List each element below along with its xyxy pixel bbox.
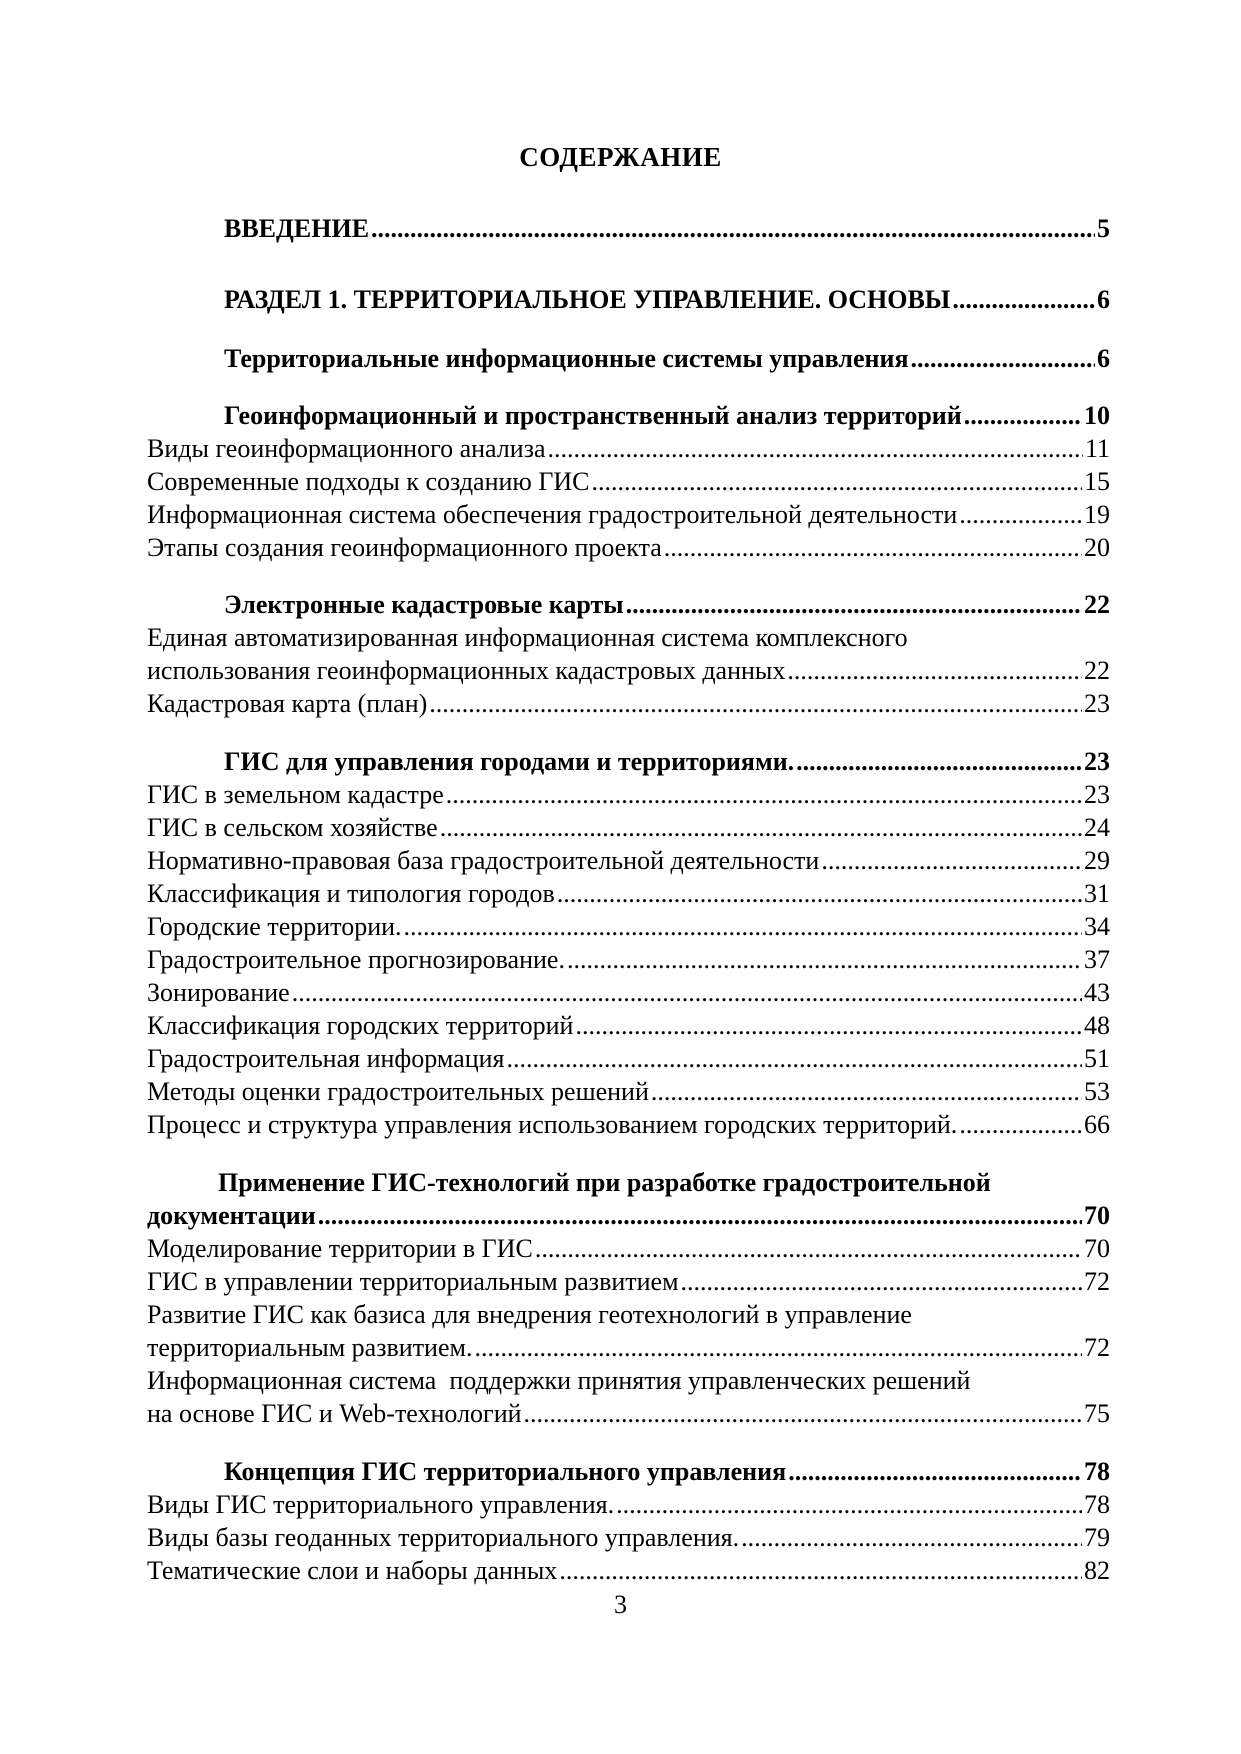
toc-entry-page: 10: [1084, 401, 1110, 430]
toc-entry: [147, 844, 1110, 877]
toc-entry-label: Градостроительная информация: [147, 1044, 505, 1073]
toc-entry-label: документации: [147, 1201, 316, 1230]
toc-entry-label: ВВЕДЕНИЕ: [224, 214, 370, 243]
toc-entry-chapter: [224, 745, 1110, 778]
toc-entry-page: 70: [1084, 1234, 1110, 1263]
toc-entry-label: Виды ГИС территориального управления.: [147, 1490, 615, 1519]
toc-entry-label: Современные подходы к созданию ГИС: [147, 467, 590, 496]
toc-entry-label: Концепция ГИС территориального управления: [224, 1457, 787, 1486]
toc-entry: [147, 1488, 1110, 1521]
toc-entry-label: Территориальные информационные системы управления: [224, 344, 909, 373]
dot-leader: [559, 1554, 1082, 1587]
toc-entry-page: 34: [1084, 912, 1110, 941]
toc-entry: [147, 1042, 1110, 1075]
toc-entry-page: 19: [1084, 500, 1110, 529]
toc-entry-page: 20: [1084, 533, 1110, 562]
toc-entry: [147, 1009, 1110, 1042]
toc-entry-page: 70: [1084, 1201, 1110, 1230]
dot-leader: [591, 465, 1082, 498]
toc-entry-page: 23: [1084, 747, 1110, 776]
dot-leader: [626, 588, 1082, 621]
toc-entry: [147, 1331, 1110, 1364]
toc-entry-introduction: [224, 212, 1110, 245]
toc-entry-page: 6: [1097, 285, 1110, 314]
dot-leader: [557, 877, 1082, 910]
dot-leader: [952, 283, 1095, 316]
toc-entry-label: Градостроительное прогнозирование.: [147, 945, 565, 974]
toc-entry-label: Методы оценки градостроительных решений: [147, 1077, 649, 1106]
toc-entry-label: Нормативно-правовая база градостроительной деятельности: [147, 846, 820, 875]
dot-leader: [964, 399, 1082, 432]
dot-leader: [664, 531, 1082, 564]
toc-entry-page: 22: [1084, 656, 1110, 685]
toc-entry: [147, 1554, 1110, 1587]
toc-entry-chapter-line1: Применение ГИС-технологий при разработке градостроительной: [218, 1168, 991, 1197]
toc-entry-label: ГИС в земельном кадастре: [147, 780, 444, 809]
toc-entry: [147, 465, 1110, 498]
toc-entry-label: использования геоинформационных кадастровых данных: [147, 656, 786, 685]
toc-entry-page: 72: [1084, 1267, 1110, 1296]
dot-leader: [524, 1397, 1082, 1430]
dot-leader: [787, 654, 1082, 687]
toc-entry-page: 11: [1084, 434, 1110, 463]
toc-entry-page: 31: [1084, 879, 1110, 908]
dot-leader: [548, 432, 1083, 465]
toc-entry-label: Электронные кадастровые карты: [224, 590, 624, 619]
toc-entry: [147, 687, 1110, 720]
toc-entry-label: Процесс и структура управления использованием городских территорий.: [147, 1110, 958, 1139]
dot-leader: [788, 1455, 1082, 1488]
toc-entry: [147, 498, 1110, 531]
toc-entry-page: 6: [1097, 344, 1110, 373]
toc-entry-chapter: [224, 588, 1110, 621]
toc-entry-page: 82: [1084, 1556, 1110, 1585]
dot-leader: [535, 1232, 1082, 1265]
toc-entry: [147, 432, 1110, 465]
dot-leader: [318, 1199, 1082, 1232]
dot-leader: [959, 1108, 1082, 1141]
toc-entry-page: 29: [1084, 846, 1110, 875]
toc-entry-label: РАЗДЕЛ 1. ТЕРРИТОРИАЛЬНОЕ УПРАВЛЕНИЕ. ОСНОВЫ: [224, 285, 951, 314]
toc-entry-page: 53: [1084, 1077, 1110, 1106]
dot-leader: [616, 1488, 1082, 1521]
toc-entry: [147, 778, 1110, 811]
dot-leader: [474, 1331, 1082, 1364]
toc-entry-label: Моделирование территории в ГИС: [147, 1234, 533, 1263]
dot-leader: [741, 1521, 1082, 1554]
toc-entry-label: Информационная система обеспечения градостроительной деятельности: [147, 500, 958, 529]
toc-entry-label: Виды геоинформационного анализа: [147, 434, 546, 463]
page-title: СОДЕРЖАНИЕ: [519, 142, 722, 172]
toc-entry: [147, 811, 1110, 844]
toc-entry-page: 43: [1084, 978, 1110, 1007]
toc-entry-page: 24: [1084, 813, 1110, 842]
toc-entry-page: 23: [1084, 689, 1110, 718]
toc-entry-page: 22: [1084, 590, 1110, 619]
dot-leader: [506, 1042, 1082, 1075]
dot-leader: [911, 342, 1095, 375]
toc-entry: [147, 1232, 1110, 1265]
toc-entry-chapter: [147, 1199, 1110, 1232]
dot-leader: [404, 910, 1082, 943]
toc-entry-page: 75: [1084, 1399, 1110, 1428]
dot-leader: [371, 212, 1095, 245]
dot-leader: [681, 1265, 1082, 1298]
toc-entry-page: 23: [1084, 780, 1110, 809]
toc-entry-chapter: [224, 342, 1110, 375]
toc-entry: [147, 1075, 1110, 1108]
toc-entry-label: ГИС в управлении территориальным развитием: [147, 1267, 679, 1296]
toc-entry-label: Геоинформационный и пространственный анализ территорий: [224, 401, 962, 430]
dot-leader: [651, 1075, 1082, 1108]
toc-entry-page: 78: [1084, 1490, 1110, 1519]
toc-entry-label: Тематические слои и наборы данных: [147, 1556, 558, 1585]
toc-entry-page: 72: [1084, 1333, 1110, 1362]
toc-entry-line1: Развитие ГИС как базиса для внедрения геотехнологий в управление: [147, 1300, 912, 1329]
toc-entry-label: Этапы создания геоинформационного проекта: [147, 533, 662, 562]
toc-entry-line1: Единая автоматизированная информационная система комплексного: [147, 623, 908, 652]
toc-entry-label: Кадастровая карта (план): [147, 689, 428, 718]
toc-entry-page: 37: [1084, 945, 1110, 974]
toc-entry: [147, 654, 1110, 687]
toc-entry-page: 15: [1084, 467, 1110, 496]
toc-entry: [147, 1521, 1110, 1554]
dot-leader: [567, 943, 1082, 976]
toc-entry-label: территориальным развитием.: [147, 1333, 473, 1362]
toc-entry: [147, 1265, 1110, 1298]
toc-entry: [147, 531, 1110, 564]
toc-entry-section-1: [224, 283, 1110, 316]
dot-leader: [959, 498, 1082, 531]
toc-entry: [147, 1108, 1110, 1141]
toc-entry-chapter: [224, 399, 1110, 432]
toc-entry-page: 66: [1084, 1110, 1110, 1139]
toc-entry-label: Виды базы геоданных территориального управления.: [147, 1523, 740, 1552]
dot-leader: [821, 844, 1082, 877]
toc-entry-page: 48: [1084, 1011, 1110, 1040]
toc-entry-page: 5: [1097, 214, 1110, 243]
toc-entry-label: ГИС для управления городами и территориями.: [224, 747, 795, 776]
dot-leader: [796, 745, 1082, 778]
toc-entry-page: 79: [1084, 1523, 1110, 1552]
toc-entry-label: ГИС в сельском хозяйстве: [147, 813, 438, 842]
toc-entry: [147, 1397, 1110, 1430]
dot-leader: [292, 976, 1082, 1009]
toc-entry-page: 51: [1084, 1044, 1110, 1073]
toc-entry-chapter: [224, 1455, 1110, 1488]
toc-entry: [147, 943, 1110, 976]
toc-entry-line1: Информационная система поддержки принятия управленческих решений: [147, 1366, 971, 1395]
page-number: 3: [614, 1590, 627, 1619]
toc-entry-label: Городские территории.: [147, 912, 402, 941]
dot-leader: [575, 1009, 1082, 1042]
toc-entry-label: Зонирование: [147, 978, 290, 1007]
dot-leader: [429, 687, 1082, 720]
toc-entry-label: Классификация городских территорий: [147, 1011, 574, 1040]
toc-entry-label: на основе ГИС и Web-технологий: [147, 1399, 522, 1428]
toc-entry: [147, 877, 1110, 910]
toc-entry: [147, 976, 1110, 1009]
toc-entry: [147, 910, 1110, 943]
toc-entry-page: 78: [1084, 1457, 1110, 1486]
dot-leader: [446, 778, 1082, 811]
toc-entry-label: Классификация и типология городов: [147, 879, 555, 908]
dot-leader: [440, 811, 1082, 844]
